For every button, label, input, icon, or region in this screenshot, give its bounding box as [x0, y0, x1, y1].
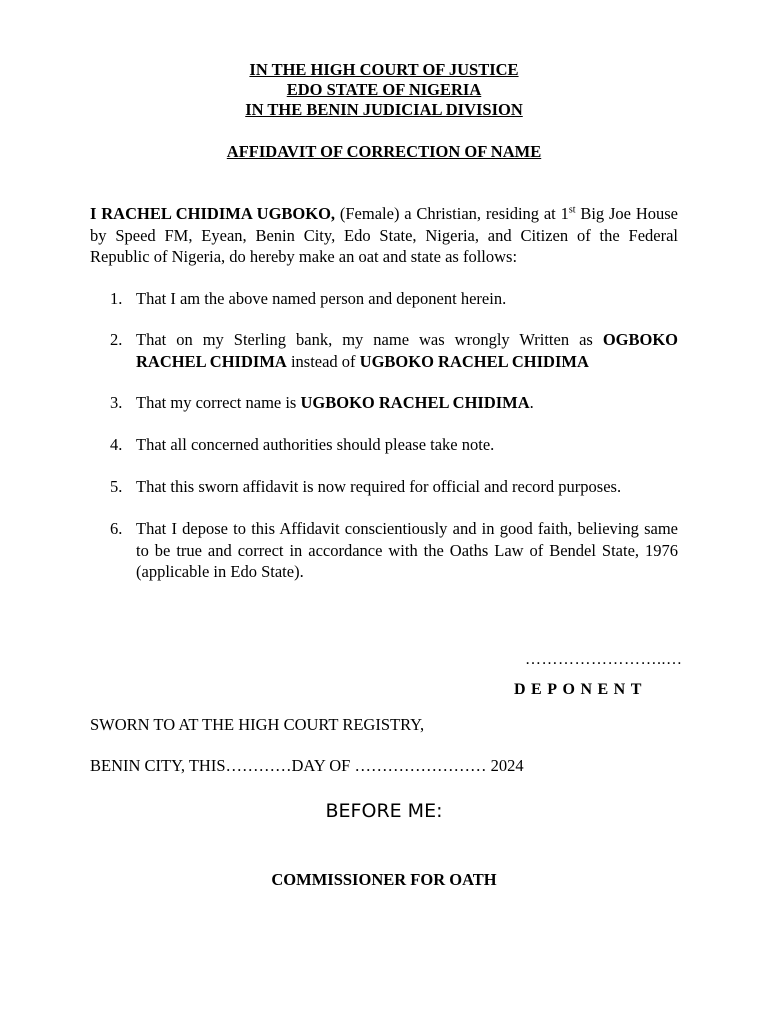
signature-line: ……………………..…	[525, 651, 683, 668]
commissioner-label: COMMISSIONER FOR OATH	[271, 870, 497, 889]
list-item-number: 1.	[110, 289, 123, 308]
list-item-number: 6.	[110, 519, 123, 538]
deponent-label: DEPONENT	[514, 681, 647, 698]
sworn-line-1: SWORN TO AT THE HIGH COURT REGISTRY,	[90, 715, 425, 734]
list-item-text: That I am the above named person and deponent herein.	[136, 289, 507, 308]
list-item-number: 2.	[110, 330, 123, 349]
list-item	[110, 329, 678, 372]
before-me-label: BEFORE ME:	[325, 800, 443, 822]
document-title-text: AFFIDAVIT OF CORRECTION OF NAME	[226, 142, 542, 161]
correct-name: UGBOKO RACHEL CHIDIMA	[300, 393, 530, 412]
division-heading	[0, 100, 768, 120]
list-item-text	[136, 329, 678, 372]
list-item	[110, 476, 678, 498]
list-item-text: That this sworn affidavit is now required for official and record purposes.	[136, 477, 622, 496]
court-name: IN THE HIGH COURT OF JUSTICE	[249, 60, 519, 79]
list-item-number: 3.	[110, 393, 123, 412]
deponent-name: I RACHEL CHIDIMA UGBOKO,	[90, 204, 336, 223]
sworn-line-2: BENIN CITY, THIS…………DAY OF …………………… 2024	[90, 756, 524, 775]
intro-paragraph	[90, 203, 678, 268]
list-item-text: That all concerned authorities should please take note.	[136, 435, 495, 454]
list-item	[110, 288, 678, 310]
list-item-text-b: .	[529, 393, 534, 412]
correct-name: UGBOKO RACHEL CHIDIMA	[359, 351, 589, 371]
list-item-text: That I depose to this Affidavit conscientiously and in good faith, believing same to be true and correct in accordance with the Oaths Law of Bendel State, 1976 (applicable in Edo State).	[136, 519, 678, 581]
list-item	[110, 392, 678, 414]
list-item-text	[136, 392, 678, 414]
document-title	[0, 142, 768, 162]
list-item-number: 4.	[110, 435, 123, 454]
intro-superscript: st	[568, 204, 576, 216]
division-name: IN THE BENIN JUDICIAL DIVISION	[245, 100, 523, 119]
state-name: EDO STATE OF NIGERIA	[286, 80, 482, 99]
list-item	[110, 518, 678, 583]
state-heading	[0, 80, 768, 100]
wrong-name: OGBOKO RACHEL CHIDIMA	[136, 330, 678, 371]
court-heading	[0, 60, 768, 80]
intro-text-b: Big Joe House by Speed FM, Eyean, Benin City, Edo State, Nigeria, and Citizen of the Federal Republic of Nigeria, do hereby make an oat and state as follows:	[90, 204, 678, 266]
list-item	[110, 434, 678, 456]
list-item-text-a: That my correct name is	[136, 393, 301, 412]
list-item-text-b: instead of	[286, 351, 360, 371]
list-item-number: 5.	[110, 477, 123, 496]
intro-text-a: (Female) a Christian, residing at 1	[335, 204, 569, 223]
list-item-text-a: That on my Sterling bank, my name was wrongly Written as	[136, 330, 603, 349]
